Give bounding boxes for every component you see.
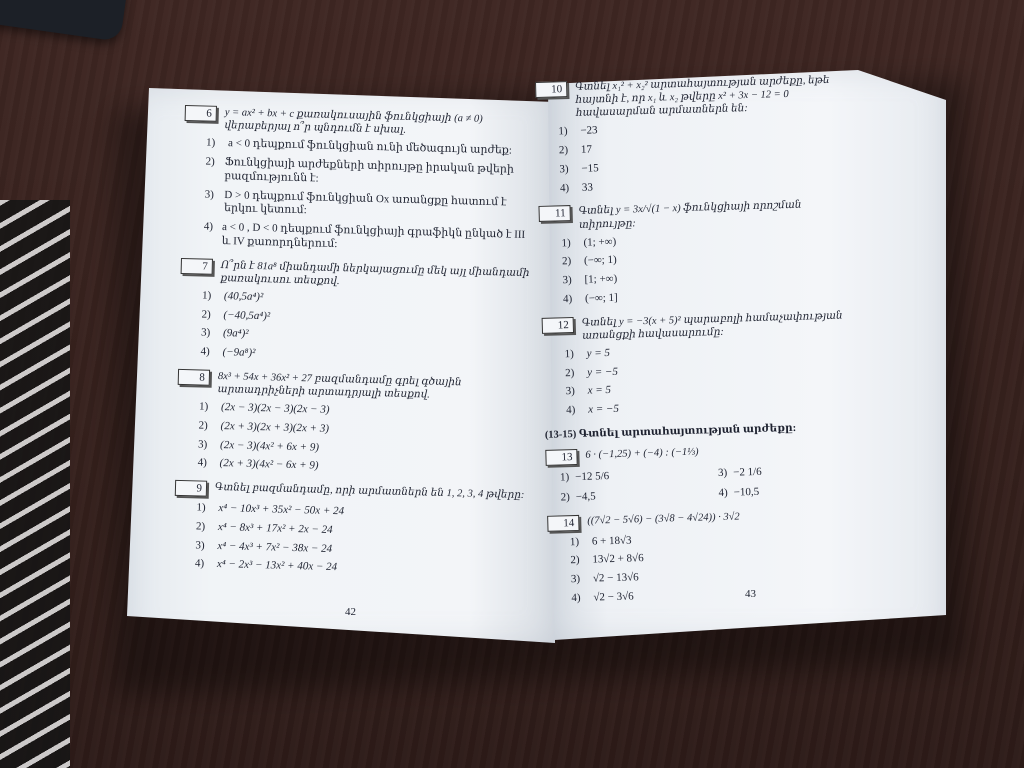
problem-number: 9 [175,480,207,497]
option: 3) −2 1/6 [717,465,762,480]
option: 4) −10,5 [718,485,760,499]
problem-text: Գտնել x₁² + x₂² արտահայտության արժեքը, եթե հայտնի է, որ x₁ և x₂ թվերը x² + 3x − 12 = 0 հավասարման արմատներն են: [575,74,830,120]
problem-text: Գտնել y = −3(x + 5)² պարաբոլի համաչափության առանցքի հավասարումը: [581,310,843,342]
problem-number: 10 [535,81,567,98]
option: 1) (40,5a⁴)² [201,289,264,303]
options-list [173,501,525,580]
options-list [542,340,864,419]
problem-number: 6 [185,105,217,122]
option: 3) −15 [559,162,599,176]
problem-number: 7 [181,257,213,274]
problem-text: 8x³ + 54x + 36x² + 27 բազմանդամը գրել գծային արտադրիչների արտադրյալի տեսքով. [217,370,462,401]
page-number-right: 43 [745,588,756,600]
option: 1) (2x − 3)(2x − 3)(2x − 3) [198,400,330,416]
option: 4) (2x + 3)(4x² − 6x + 9) [197,456,319,472]
problem-text: y = ax² + bx + c քառակուսային ֆունկցիայի (a ≠ 0) վերաբերյալ ո՞ր պնդումն է սխալ. [224,107,483,136]
option: 4) √2 − 3√6 [571,590,634,604]
problem-14 [547,506,869,606]
option: 2) Ֆունկցիայի արժեքների տիրույթը իրական թվերի բազմությունն է: [205,155,515,185]
option: 4) x⁴ − 2x³ − 13x² + 40x − 24 [194,557,338,574]
option: 3) x = 5 [565,384,612,398]
phone [0,0,129,42]
option: 2) (−∞; 1) [561,254,617,268]
problem-text: Ո՞րն է 81a⁸ միանդամի ներկայացումը մեկ այլ միանդամի քառակուսու տեսքով. [220,259,530,287]
striped-cloth [0,200,70,768]
option: 1) −23 [558,124,598,138]
option: 3) (2x − 3)(4x² + 6x + 9) [197,437,320,454]
right-page-content [535,73,870,616]
option: 1) y = 5 [564,346,611,361]
option: 4) (−∞; 1] [562,291,618,306]
option: 3) x⁴ − 4x³ + 7x² − 38x − 24 [195,538,333,555]
problem-text: Գտնել y = 3x/√(1 − x) ֆունկցիայի որոշման տիրույթը: [578,199,802,231]
option: 3) D > 0 դեպքում ֆունկցիան Ox առանցքը հատում է երկու կետում: [204,188,507,217]
option: 3) √2 − 13√6 [570,571,639,586]
problem-number: 8 [178,369,210,386]
options-grid [546,463,867,505]
problem-text: 6 · (−1,25) + (−4) : (−1⅓) [585,446,699,461]
options-list [548,527,870,606]
option: 2) x⁴ − 8x³ + 17x² + 2x − 24 [195,520,333,536]
options-list [175,400,527,479]
option: 1) 6 + 18√3 [569,533,632,548]
option: 4) a < 0 , D < 0 դեպքում ֆունկցիայի գրաֆիկն ընկած է III և IV քառորդներում: [203,220,526,250]
problem-number: 12 [542,317,574,334]
options-list [539,229,861,308]
option: 4) (−9a⁸)² [200,345,256,359]
option: 2) 17 [558,143,593,157]
problem-number: 13 [545,449,577,466]
problem-6 [181,105,535,257]
option: 3) (9a⁴)² [200,326,249,340]
option: 4) 33 [559,181,594,194]
options-list [178,289,530,368]
option: 1) (1; +∞) [561,235,617,249]
problem-11 [538,197,861,307]
option: 2) −4,5 [560,490,596,504]
problem-text: ((7√2 − 5√6) − (3√8 − 4√24)) · 3√2 [587,510,740,527]
problem-12 [542,309,865,419]
problem-text: Գտնել բազմանդամը, որի արմատներն են 1, 2, 3, 4 թվերը: [214,481,525,502]
option: 2) (−40,5a⁴)² [201,308,271,322]
option: 1) x⁴ − 10x³ + 35x² − 50x + 24 [196,501,345,518]
option: 2) 13√2 + 8√6 [570,552,644,567]
option: 1) a < 0 դեպքում ֆունկցիան ունի մեծագույն արժեք: [205,136,513,157]
left-page-content [173,105,535,590]
options-list [536,117,858,196]
problem-10 [535,73,858,196]
problem-9 [173,480,525,580]
problem-7 [178,257,531,367]
option: 1) −12 5/6 [559,470,610,484]
option: 2) (2x + 3)(2x + 3)(2x + 3) [198,419,330,435]
problem-number: 14 [547,514,579,531]
page-number-left: 42 [345,606,356,618]
options-list [181,136,534,256]
option: 4) x = −5 [566,402,620,417]
problem-13 [545,441,866,505]
section-title: (13-15) Գտնել արտահայտության արժեքը: [544,422,797,441]
problem-number: 11 [538,205,570,222]
problem-8 [175,369,528,479]
option: 2) y = −5 [564,365,619,379]
option: 3) [1; +∞) [562,272,618,287]
